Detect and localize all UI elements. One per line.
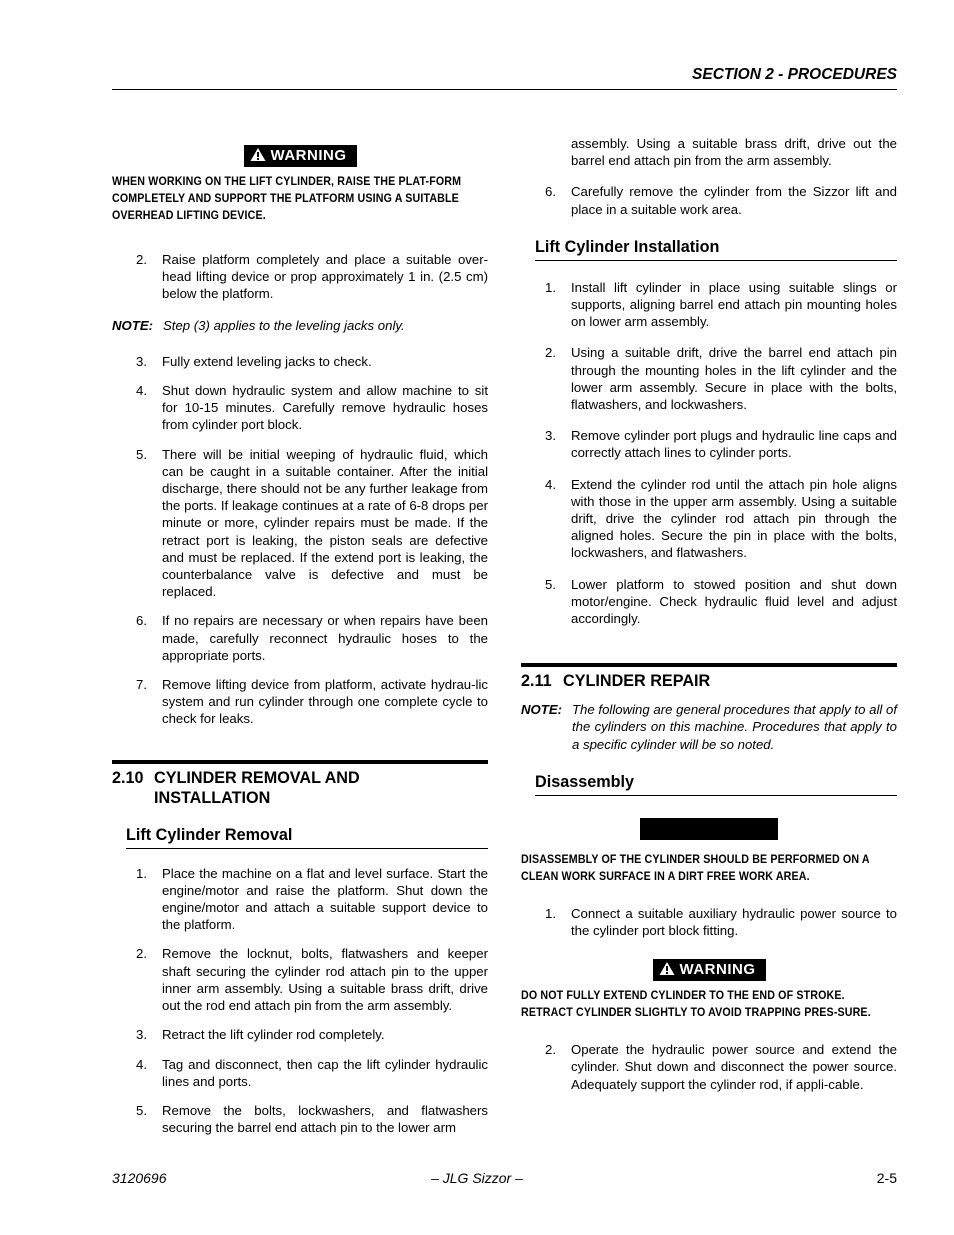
section-title-line2: INSTALLATION	[154, 788, 271, 807]
warning-label: WARNING	[679, 961, 756, 979]
warning-text-lift-cylinder: WHEN WORKING ON THE LIFT CYLINDER, RAISE THE PLAT-FORM COMPLETELY AND SUPPORT THE PLATFORM USING A SUITABLE OVERHEAD LIFTING DEVICE.	[112, 175, 462, 222]
list-item	[112, 446, 488, 601]
step-list	[112, 353, 488, 728]
step-list	[521, 279, 897, 627]
list-item	[112, 353, 488, 370]
section-title: CYLINDER REPAIR	[563, 672, 711, 691]
step-number: 3.	[136, 1027, 147, 1043]
step-text: Using a suitable drift, drive the barrel end attach pin through the mounting holes in the lift cylinder and the lower arm assembly. Secure in place with the bolts, flatwashers, and lockwashers.	[571, 345, 897, 413]
step-text: Extend the cylinder rod until the attach pin hole aligns with those in the upper arm assembly. Using a suitable drift, drive the cylinder rod attach pin through the aligned holes. Secure the pin in place with the bolts, lockwashers, and flatwashers.	[571, 476, 897, 561]
list-item	[112, 1056, 488, 1090]
step-number: 4.	[545, 476, 556, 492]
list-item	[112, 676, 488, 728]
list-item	[521, 183, 897, 217]
section-number: 2.10	[112, 768, 144, 787]
step-number: 1.	[545, 905, 556, 921]
step-number: 1.	[136, 865, 147, 881]
subsection-heading-disassembly: Disassembly	[535, 773, 897, 796]
subsection-heading-lift-cylinder-removal: Lift Cylinder Removal	[126, 826, 488, 849]
note-general-procedures	[521, 701, 897, 753]
step-text: Place the machine on a flat and level surface. Start the engine/motor and raise the platform. Shut down the engine/motor and attach a suitable support device to the platform.	[162, 865, 488, 933]
list-item	[521, 905, 897, 939]
warning-text-extend-cylinder: DO NOT FULLY EXTEND CYLINDER TO THE END OF STROKE. RETRACT CYLINDER SLIGHTLY TO AVOID TRAPPING PRES-SURE.	[521, 989, 871, 1020]
section-heading-2-10	[112, 760, 488, 808]
warning-banner	[521, 959, 897, 981]
footer-page-number: 2-5	[876, 1170, 897, 1186]
caution-text-disassembly: DISASSEMBLY OF THE CYLINDER SHOULD BE PERFORMED ON A CLEAN WORK SURFACE IN A DIRT FREE WORK AREA.	[521, 852, 870, 883]
step-number: 5.	[136, 1102, 147, 1118]
step-list	[521, 183, 897, 217]
list-item	[521, 576, 897, 628]
step-number: 2.	[545, 1042, 556, 1058]
note-label: NOTE:	[521, 702, 563, 718]
step-text: Lower platform to stowed position and shut down motor/engine. Check hydraulic fluid level and adjust accordingly.	[571, 576, 897, 627]
step-text: Retract the lift cylinder rod completely.	[162, 1027, 385, 1043]
step-number: 6.	[545, 184, 556, 200]
list-item	[521, 344, 897, 413]
step-text: Remove cylinder port plugs and hydraulic line caps and correctly attach lines to cylinder ports.	[571, 428, 897, 461]
warning-triangle-icon	[250, 147, 266, 162]
step-text: Shut down hydraulic system and allow machine to sit for 10-15 minutes. Carefully remove hydraulic hoses from cylinder port block.	[162, 383, 488, 433]
note-leveling-jacks	[112, 317, 488, 334]
note-text: Step (3) applies to the leveling jacks only.	[163, 317, 405, 333]
left-column	[112, 145, 488, 1136]
step-number: 7.	[136, 677, 147, 693]
step-number: 2.	[545, 345, 556, 361]
step-text: Carefully remove the cylinder from the Sizzor lift and place in a suitable work area.	[571, 184, 897, 217]
step-text: Remove the bolts, lockwashers, and flatwashers securing the barrel end attach pin to the lower arm	[162, 1102, 488, 1136]
list-item	[112, 865, 488, 934]
step-number: 2.	[136, 946, 147, 962]
step-number: 2.	[136, 252, 147, 267]
warning-label: WARNING	[270, 147, 347, 164]
warning-label-box	[244, 145, 357, 167]
list-item	[521, 1041, 897, 1093]
note-text: The following are general procedures that apply to all of the cylinders on this machine. Procedures that apply to a specific cylinder will be so noted.	[572, 702, 897, 752]
subsection-heading-lift-cylinder-installation: Lift Cylinder Installation	[535, 238, 897, 261]
list-item	[112, 612, 488, 664]
caution-banner	[521, 818, 897, 845]
step-text: If no repairs are necessary or when repairs have been made, carefully reconnect hydraulic hoses to the appropriate ports.	[162, 613, 488, 663]
step-number: 5.	[136, 446, 147, 462]
step-text: Connect a suitable auxiliary hydraulic power source to the cylinder port block fitting.	[571, 905, 897, 939]
step-list	[521, 905, 897, 939]
list-item	[112, 1102, 488, 1136]
step-list	[521, 1041, 897, 1093]
list-item	[112, 1026, 488, 1043]
step-text: There will be initial weeping of hydraulic fluid, which can be caught in a suitable container. After the initial discharge, there should not be any further leakage from the ports. If leakage continues at a rate of 6-8 drops per minute or more, cylinder repairs must be made. If the retract port is leaking, the piston seals are defective and must be replaced. If the extend port is leaking, the counterbalance valve is defective and must be replaced.	[162, 446, 488, 600]
step-number: 5.	[545, 576, 556, 592]
step-number: 3.	[136, 353, 147, 369]
right-column	[521, 135, 897, 1093]
footer-title: – JLG Sizzor –	[431, 1170, 523, 1186]
step-text: Remove the locknut, bolts, flatwashers and keeper shaft securing the cylinder rod attach pin to the upper inner arm assembly. Using a suitable brass drift, drive out the rod end attach pin from the arm assembly.	[162, 946, 488, 1014]
step-number: 4.	[136, 383, 147, 399]
warning-label-box	[653, 959, 766, 981]
step-number: 4.	[136, 1056, 147, 1072]
continued-step-text: assembly. Using a suitable brass drift, drive out the barrel end attach pin from the arm assembly.	[571, 136, 897, 169]
list-item	[521, 476, 897, 562]
step-text: Operate the hydraulic power source and extend the cylinder. Shut down and disconnect the power source. Adequately support the cylinder rod, if appli-cable.	[571, 1042, 897, 1092]
step-list	[112, 865, 488, 1137]
step-text: Install lift cylinder in place using suitable slings or supports, aligning barrel end attach pin mounting holes on lower arm assembly.	[571, 279, 897, 330]
list-item	[112, 251, 488, 303]
section-number: 2.11	[521, 672, 552, 691]
step-text: Remove lifting device from platform, activate hydrau-lic system and run cylinder through one complete cycle to check for leaks.	[162, 677, 488, 727]
caution-label-box	[640, 818, 778, 840]
step-number: 1.	[545, 279, 556, 295]
list-item	[112, 945, 488, 1014]
section-header: SECTION 2 - PROCEDURES	[692, 66, 897, 83]
step-text: Tag and disconnect, then cap the lift cylinder hydraulic lines and ports.	[162, 1056, 488, 1089]
step-text: Raise platform completely and place a suitable over-head lifting device or prop approximately 1 in. (2.5 cm) below the platform.	[162, 252, 488, 302]
list-item	[112, 382, 488, 434]
step-list	[112, 251, 488, 303]
warning-triangle-icon	[659, 961, 675, 976]
header-rule	[112, 89, 897, 90]
section-heading-2-11	[521, 663, 897, 691]
section-title-line1: CYLINDER REMOVAL AND	[154, 768, 360, 787]
step-text: Fully extend leveling jacks to check.	[162, 353, 372, 369]
step-number: 6.	[136, 613, 147, 629]
list-item	[521, 279, 897, 331]
list-item	[521, 427, 897, 461]
step-number: 3.	[545, 428, 556, 444]
note-label: NOTE:	[112, 317, 154, 333]
footer-doc-number: 3120696	[112, 1170, 167, 1186]
warning-banner	[112, 145, 488, 167]
